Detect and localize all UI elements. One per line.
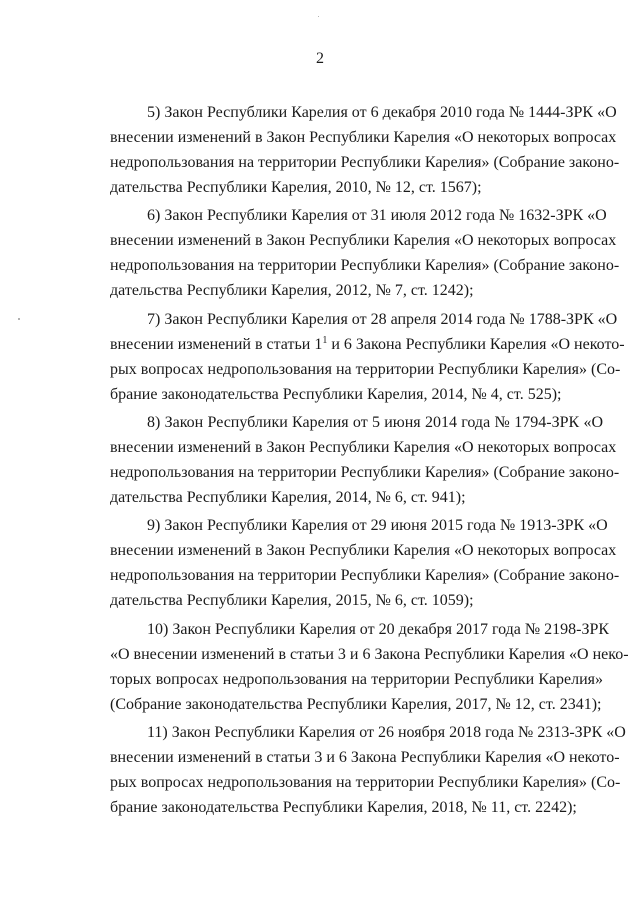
- law-item-line: рых вопросах недропользования на территории Республики Карелия» (Со-: [110, 361, 621, 378]
- law-item-line: торых вопросах недропользования на территории Республики Карелия»: [110, 671, 603, 688]
- law-item-line: 6) Закон Республики Карелия от 31 июля 2012 года № 1632-ЗРК «О: [147, 207, 607, 224]
- law-item-line: дательства Республики Карелия, 2010, № 12, ст. 1567);: [110, 179, 482, 196]
- law-item-9: [110, 513, 620, 613]
- law-item-line: 11) Закон Республики Карелия от 26 ноября 2018 года № 2313-ЗРК «О: [147, 724, 626, 741]
- law-item-line: внесении изменений в Закон Республики Карелия «О некоторых вопросах: [110, 129, 617, 146]
- law-item-line: 5) Закон Республики Карелия от 6 декабря 2010 года № 1444-ЗРК «О: [147, 104, 617, 121]
- scan-speck: [318, 16, 319, 17]
- law-item-6: [110, 203, 620, 303]
- law-item-line: недропользования на территории Республики Карелия» (Собрание законо-: [110, 464, 620, 481]
- law-item-line: внесении изменений в Закон Республики Карелия «О некоторых вопросах: [110, 439, 617, 456]
- law-item-line: внесении изменений в статьи 3 и 6 Закона Республики Карелия «О некото-: [110, 749, 620, 766]
- law-item-line: 7) Закон Республики Карелия от 28 апреля 2014 года № 1788-ЗРК «О: [147, 311, 618, 328]
- law-item-line: недропользования на территории Республики Карелия» (Собрание законо-: [110, 257, 620, 274]
- law-item-7: [110, 307, 625, 407]
- law-item-line: (Собрание законодательства Республики Карелия, 2017, № 12, ст. 2341);: [110, 696, 602, 713]
- law-item-11: [110, 720, 626, 820]
- article-superscript: 1: [322, 335, 328, 346]
- law-item-line: рых вопросах недропользования на территории Республики Карелия» (Со-: [110, 774, 621, 791]
- law-item-line: внесении изменений в Закон Республики Карелия «О некоторых вопросах: [110, 232, 617, 249]
- law-item-line: недропользования на территории Республики Карелия» (Собрание законо-: [110, 567, 620, 584]
- law-item-line: дательства Республики Карелия, 2012, № 7, ст. 1242);: [110, 282, 474, 299]
- law-item-5: [110, 100, 620, 200]
- law-item-line: 8) Закон Республики Карелия от 5 июня 2014 года № 1794-ЗРК «О: [147, 414, 603, 431]
- law-item-line: «О внесении изменений в статьи 3 и 6 Закона Республики Карелия «О неко-: [110, 646, 629, 663]
- law-item-10: [110, 617, 629, 717]
- scan-speck: [18, 318, 20, 320]
- law-item-line: дательства Республики Карелия, 2014, № 6, ст. 941);: [110, 489, 466, 506]
- law-item-line-part: и 6 Закона Республики Карелия «О некото-: [327, 336, 625, 353]
- law-item-line: недропользования на территории Республики Карелия» (Собрание законо-: [110, 154, 620, 171]
- law-item-line: внесении изменений в Закон Республики Карелия «О некоторых вопросах: [110, 542, 617, 559]
- law-item-line: 9) Закон Республики Карелия от 29 июня 2015 года № 1913-ЗРК «О: [147, 517, 608, 534]
- law-item-8: [110, 410, 620, 510]
- law-item-line: [110, 332, 625, 357]
- law-item-line: брание законодательства Республики Карелия, 2018, № 11, ст. 2242);: [110, 799, 577, 816]
- law-item-line: брание законодательства Республики Карелия, 2014, № 4, ст. 525);: [110, 386, 562, 403]
- law-item-line-part: внесении изменений в статьи 1: [110, 336, 323, 353]
- page-number: 2: [316, 50, 324, 67]
- law-item-line: 10) Закон Республики Карелия от 20 декабря 2017 года № 2198-ЗРК: [147, 621, 610, 638]
- law-item-line: дательства Республики Карелия, 2015, № 6, ст. 1059);: [110, 592, 474, 609]
